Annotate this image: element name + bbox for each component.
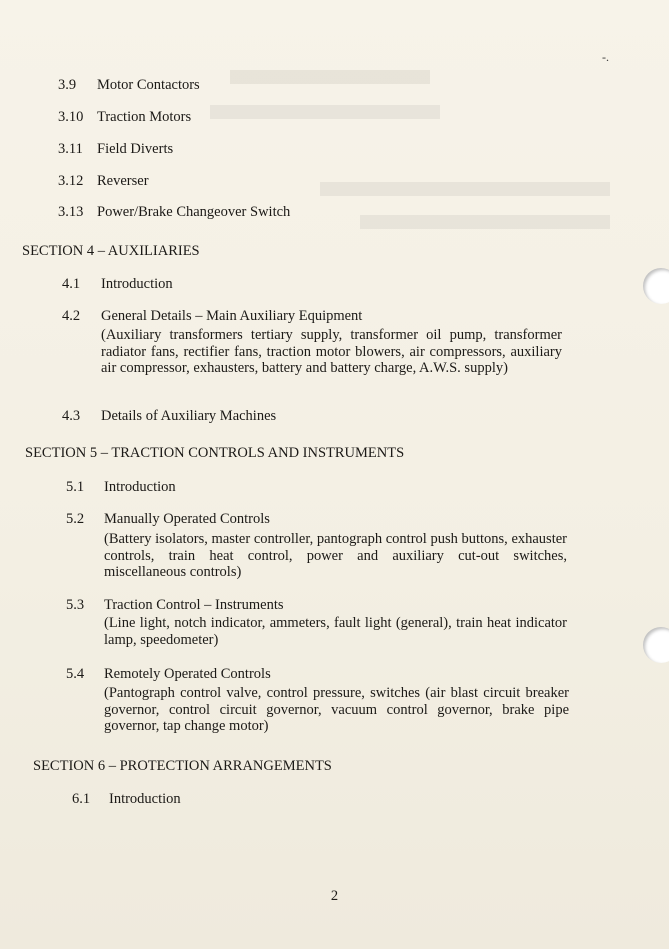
show-through-shadow <box>230 70 430 84</box>
punch-hole-top <box>643 268 669 304</box>
item-number: 5.1 <box>66 479 85 495</box>
punch-hole-bottom <box>643 627 669 663</box>
item-label: Power/Brake Changeover Switch <box>97 204 291 220</box>
item-number: 5.4 <box>66 666 85 682</box>
section-heading: SECTION 6 – PROTECTION ARRANGEMENTS <box>33 758 332 774</box>
show-through-shadow <box>320 182 610 196</box>
item-label: Remotely Operated Controls <box>104 666 271 682</box>
item-number: 4.1 <box>62 276 81 292</box>
item-label: Reverser <box>97 173 149 189</box>
item-number: 3.9 <box>58 77 77 93</box>
corner-mark: -. <box>602 50 609 64</box>
item-label: Introduction <box>104 479 176 495</box>
item-number: 5.3 <box>66 597 85 613</box>
item-detail: (Battery isolators, master controller, pantograph control push buttons, exhauster controls, train heat control, power and auxiliary cut-out switches, miscellaneous controls) <box>104 531 567 580</box>
item-detail: (Line light, notch indicator, ammeters, fault light (general), train heat indicator lamp, speedometer) <box>104 615 567 648</box>
item-number: 4.3 <box>62 408 81 424</box>
item-label: Introduction <box>109 791 181 807</box>
item-number: 3.10 <box>58 109 84 125</box>
item-detail: (Auxiliary transformers tertiary supply, transformer oil pump, transformer radiator fans, rectifier fans, traction motor blowers, air compressors, auxiliary air compressor, exhausters, battery and battery charge, A.W.S. supply) <box>101 327 562 376</box>
item-label: Details of Auxiliary Machines <box>101 408 277 424</box>
item-label: Motor Contactors <box>97 77 200 93</box>
item-label: General Details – Main Auxiliary Equipment <box>101 308 363 324</box>
item-number: 5.2 <box>66 511 85 527</box>
item-number: 6.1 <box>72 791 91 807</box>
page-number: 2 <box>330 888 339 904</box>
item-label: Traction Control – Instruments <box>104 597 284 613</box>
item-number: 3.11 <box>58 141 83 157</box>
item-label: Introduction <box>101 276 173 292</box>
show-through-shadow <box>210 105 440 119</box>
item-number: 3.12 <box>58 173 84 189</box>
show-through-shadow <box>360 215 610 229</box>
item-label: Field Diverts <box>97 141 174 157</box>
item-number: 3.13 <box>58 204 84 220</box>
item-number: 4.2 <box>62 308 81 324</box>
item-label: Manually Operated Controls <box>104 511 270 527</box>
section-heading: SECTION 4 – AUXILIARIES <box>22 243 200 259</box>
item-label: Traction Motors <box>97 109 192 125</box>
item-detail: (Pantograph control valve, control pressure, switches (air blast circuit breaker governor, control circuit governor, vacuum control governor, brake pipe governor, tap change motor) <box>104 685 569 734</box>
section-heading: SECTION 5 – TRACTION CONTROLS AND INSTRUMENTS <box>25 445 405 461</box>
